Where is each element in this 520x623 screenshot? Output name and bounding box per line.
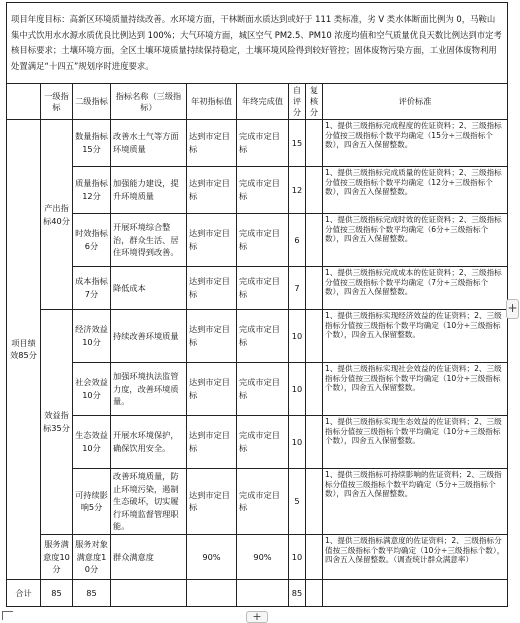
score-cell: 6 (289, 214, 306, 267)
group-output: 产出指标40分 (41, 120, 73, 310)
level2-cell: 可持续影响5分 (73, 469, 111, 535)
level2-cell: 数量指标15分 (73, 120, 111, 167)
final-cell: 完成市定目标 (237, 214, 289, 267)
indicator-cell: 持续改善环境质量 (111, 310, 187, 363)
table-row (7, 120, 508, 167)
score-cell: 12 (289, 167, 306, 214)
total-level1: 85 (41, 579, 73, 606)
initial-cell: 达到市定目标 (187, 167, 237, 214)
final-cell: 完成市定目标 (237, 469, 289, 535)
table-row (7, 416, 508, 469)
header-indicator-name: 指标名称（三级指标） (111, 84, 187, 120)
score-cell: 10 (289, 534, 306, 579)
level2-cell: 经济效益10分 (73, 310, 111, 363)
total-empty (187, 579, 237, 606)
indicator-cell: 改善环境质量，防止环境污染，遏制生态破坏，切实履行环境监督管理职能。 (111, 469, 187, 535)
header-initial-value: 年初指标值 (187, 84, 237, 120)
level1-satisfaction: 服务满意度10分 (41, 534, 73, 579)
review-cell (306, 167, 323, 214)
indicator-cell: 降低成本 (111, 267, 187, 310)
header-self-score: 自评分 (289, 84, 306, 120)
table-corner-handle[interactable] (2, 611, 13, 620)
table-row (7, 267, 508, 310)
review-cell (306, 310, 323, 363)
header-review-score: 复核分 (306, 84, 323, 120)
initial-cell: 达到市定目标 (187, 267, 237, 310)
criteria-cell: 1、提供三级指标完成时效的佐证资料；2、三级指标分值按三级指标个数平均确定（6分÷三级指标个数），四舍五入保留整数。 (323, 214, 508, 267)
initial-cell: 90% (187, 534, 237, 579)
total-label: 合计 (7, 579, 41, 606)
header-level2: 二级指标 (73, 84, 111, 120)
criteria-cell: 1、提供三级指标实现社会效益的佐证资料；2、三级指标分值按三级指标个数平均确定（10分÷三级指标个数），四舍五入保留整数。 (323, 363, 508, 416)
total-empty (323, 579, 508, 606)
total-empty (111, 579, 187, 606)
total-level2: 85 (73, 579, 111, 606)
table-row (7, 363, 508, 416)
review-cell (306, 363, 323, 416)
final-cell: 完成市定目标 (237, 267, 289, 310)
header-final-value: 年终完成值 (237, 84, 289, 120)
indicator-cell: 加强环境执法监管力度，改善环境质量。 (111, 363, 187, 416)
final-cell: 完成市定目标 (237, 167, 289, 214)
review-cell (306, 469, 323, 535)
indicator-cell: 开展环境综合整治，群众生活、居住环境得到改善。 (111, 214, 187, 267)
header-blank (7, 84, 41, 120)
score-cell: 10 (289, 363, 306, 416)
add-column-button[interactable]: + (506, 299, 519, 319)
initial-cell: 达到市定目标 (187, 363, 237, 416)
total-row (7, 579, 508, 606)
score-cell: 15 (289, 120, 306, 167)
score-cell: 5 (289, 469, 306, 535)
table-row (7, 469, 508, 535)
level2-cell: 质量指标12分 (73, 167, 111, 214)
criteria-cell: 1、提供三级指标完成质量的佐证资料；2、三级指标分值按三级指标个数平均确定（12分÷三级指标个数），四舍五入保留整数。 (323, 167, 508, 214)
final-cell: 90% (237, 534, 289, 579)
criteria-cell: 1、提供三级指标实现经济效益的佐证资料；2、三级指标分值按三级指标个数平均确定（10分÷三级指标个数），四舍五入保留整数。 (323, 310, 508, 363)
category-cell: 项目绩效85分 (7, 120, 41, 580)
group-benefit: 效益指标35分 (41, 310, 73, 535)
initial-cell: 达到市定目标 (187, 120, 237, 167)
score-cell: 10 (289, 310, 306, 363)
header-criteria: 评价标准 (323, 84, 508, 120)
total-score: 85 (289, 579, 306, 606)
review-cell (306, 267, 323, 310)
add-row-button[interactable]: + (246, 611, 268, 623)
review-cell (306, 534, 323, 579)
review-cell (306, 416, 323, 469)
level2-cell: 社会效益10分 (73, 363, 111, 416)
table-row (7, 214, 508, 267)
table-row (7, 167, 508, 214)
level2-cell: 生态效益10分 (73, 416, 111, 469)
performance-table (6, 2, 508, 607)
initial-cell: 达到市定目标 (187, 469, 237, 535)
total-empty (306, 579, 323, 606)
criteria-cell: 1、提供三级指标完成程度的佐证资料；2、三级指标分值按三级指标个数平均确定（15分÷三级指标个数），四舍五入保留整数。 (323, 120, 508, 167)
initial-cell: 达到市定目标 (187, 310, 237, 363)
final-cell: 完成市定目标 (237, 363, 289, 416)
review-cell (306, 214, 323, 267)
initial-cell: 达到市定目标 (187, 214, 237, 267)
indicator-cell: 加强能力建设，提升环境质量 (111, 167, 187, 214)
criteria-cell: 1、提供三级指标实现生态效益的佐证资料；2、三级指标分值按三级指标个数平均确定（10分÷三级指标个数），四舍五入保留整数。 (323, 416, 508, 469)
header-row (7, 84, 508, 120)
indicator-cell: 开展水环境保护，确保饮用安全。 (111, 416, 187, 469)
table-row (7, 534, 508, 579)
header-level1: 一级指标 (41, 84, 73, 120)
level2-cell: 时效指标6分 (73, 214, 111, 267)
criteria-cell: 1、提供三级指标满意度的佐证资料；2、三级指标分值按三级指标个数平均确定（10分÷三级指标个数），四舍五入保留整数。（调查统计群众满意率） (323, 534, 508, 579)
final-cell: 完成市定目标 (237, 416, 289, 469)
indicator-cell: 群众满意度 (111, 534, 187, 579)
goal-row (7, 3, 508, 84)
level2-cell: 成本指标7分 (73, 267, 111, 310)
criteria-cell: 1、提供三级指标可持续影响的佐证资料；2、三级指标分值按三级指标个数平均确定（5分÷三级指标个数），四舍五入保留整数。 (323, 469, 508, 535)
review-cell (306, 120, 323, 167)
total-empty (237, 579, 289, 606)
table-row (7, 310, 508, 363)
final-cell: 完成市定目标 (237, 120, 289, 167)
initial-cell: 达到市定目标 (187, 416, 237, 469)
score-cell: 10 (289, 416, 306, 469)
indicator-cell: 改善水土气等方面环境质量 (111, 120, 187, 167)
final-cell: 完成市定目标 (237, 310, 289, 363)
score-cell: 7 (289, 267, 306, 310)
performance-evaluation-sheet (6, 2, 507, 607)
criteria-cell: 1、提供三级指标完成成本的佐证资料；2、三级指标分值按三级指标个数平均确定（7分÷三级指标个数），四舍五入保留整数。 (323, 267, 508, 310)
level2-satisfaction: 服务对象满意度10分 (73, 534, 111, 579)
annual-goal-text: 项目年度目标：高新区环境质量持续改善。水环境方面，干林断面水质达到或好于 111 类标准，劣 V 类水体断面比例为 0，马鞍山集中式饮用水水源水质优良比例达到 100%；大气环境方面，城区空气 PM2.5、PM10 浓度均值和空气质量优良天数比例达到市定考核目标要求；土壤环境方面，全区土壤环境质量持续保持稳定，土壤环境风险得到较好管控；固体废物污染方面，工业固体废物利用处置满足“十四五”规划序时进度要求。 (7, 3, 508, 84)
